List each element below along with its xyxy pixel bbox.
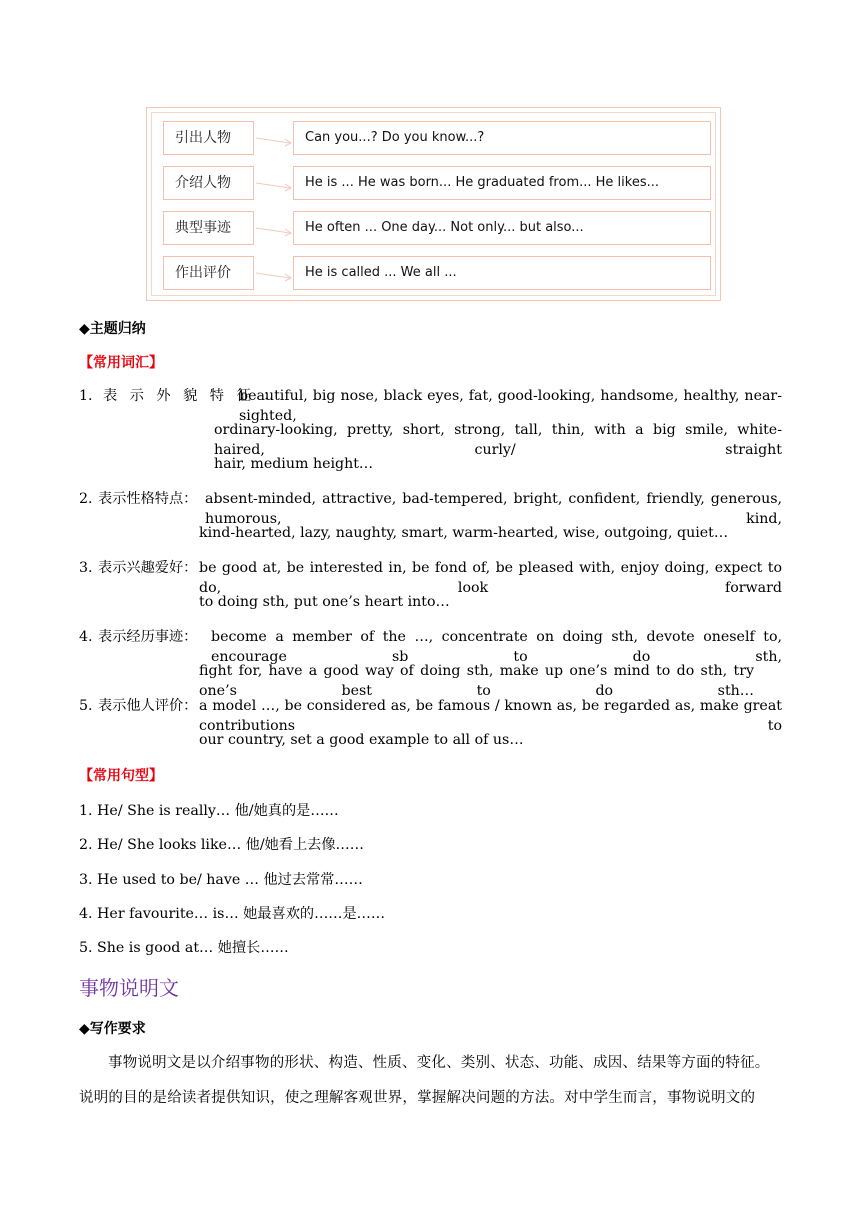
section-title: 事物说明文 <box>79 976 179 1000</box>
diagram-text: He is called ... We all ... <box>293 256 711 290</box>
paragraph-line: 事物说明文是以介绍事物的形状、构造、性质、变化、类别、状态、功能、成因、结果等方面的特征。 <box>108 1055 770 1071</box>
vocab-number: 1. <box>79 388 93 404</box>
arrow-icon <box>254 121 294 155</box>
vocab-line: hair, medium height… <box>214 456 374 472</box>
vocab-line: a model …, be considered as, be famous / known as, be regarded as, make great contributions to <box>199 698 782 734</box>
vocab-label: 表 示 外 貌 特 征 ： <box>103 388 282 404</box>
vocab-label: 表示兴趣爱好： <box>98 560 198 576</box>
paragraph-line: 说明的目的是给读者提供知识，使之理解客观世界，掌握解决问题的方法。对中学生而言，事物说明文的 <box>79 1090 756 1106</box>
vocab-line: fight for, have a good way of doing sth, make up one’s mind to do sth, try one’s best to do sth… <box>199 663 754 699</box>
vocab-number: 5. <box>79 698 93 714</box>
sentence-item: 3. He used to be/ have … 他过去常常…… <box>79 872 363 888</box>
theme-heading: ◆主题归纳 <box>79 321 146 337</box>
diagram-row <box>152 121 715 155</box>
diagram-label: 典型事迹 <box>163 211 254 245</box>
vocab-line: beautiful, big nose, black eyes, fat, good-looking, handsome, healthy, near-sighted, <box>239 388 782 424</box>
sentence-item: 1. He/ She is really… 他/她真的是…… <box>79 803 339 819</box>
vocab-number: 2. <box>79 491 93 507</box>
arrow-icon <box>254 211 294 245</box>
diagram-text: He is ... He was born... He graduated from... He likes... <box>293 166 711 200</box>
diagram-row <box>152 166 715 200</box>
sentence-item: 4. Her favourite… is… 她最喜欢的……是…… <box>79 906 386 922</box>
vocab-label: 表示性格特点： <box>98 491 198 507</box>
requirements-heading: ◆写作要求 <box>79 1021 146 1037</box>
arrow-icon <box>254 166 294 200</box>
vocab-label: 表示经历事迹： <box>98 629 198 645</box>
diagram-row <box>152 256 715 290</box>
vocab-line: ordinary-looking, pretty, short, strong, tall, thin, with a big smile, white-haired, curly/ straight <box>214 422 782 458</box>
sentence-heading: 【常用句型】 <box>79 768 163 784</box>
diagram-label: 作出评价 <box>163 256 254 290</box>
vocab-line: absent-minded, attractive, bad-tempered, bright, confident, friendly, generous, humorous, kind, <box>205 491 782 527</box>
sentence-item: 5. She is good at… 她擅长…… <box>79 940 289 956</box>
vocab-line: become a member of the …, concentrate on doing sth, devote oneself to, encourage sb to do sth, <box>211 629 782 665</box>
arrow-icon <box>254 256 294 290</box>
vocab-line: our country, set a good example to all of us… <box>199 732 524 748</box>
structure-diagram <box>146 107 721 301</box>
vocab-line: to doing sth, put one’s heart into… <box>199 594 450 610</box>
diagram-row <box>152 211 715 245</box>
vocab-label: 表示他人评价： <box>98 698 198 714</box>
sentence-item: 2. He/ She looks like… 他/她看上去像…… <box>79 837 364 853</box>
diagram-label: 介绍人物 <box>163 166 254 200</box>
vocab-line: be good at, be interested in, be fond of, be pleased with, enjoy doing, expect to do, look forward <box>199 560 782 596</box>
diagram-text: Can you...? Do you know...? <box>293 121 711 155</box>
diagram-inner-frame <box>151 112 716 296</box>
vocab-line: kind-hearted, lazy, naughty, smart, warm-hearted, wise, outgoing, quiet… <box>199 525 729 541</box>
diagram-text: He often ... One day... Not only... but also... <box>293 211 711 245</box>
diagram-label: 引出人物 <box>163 121 254 155</box>
vocab-number: 4. <box>79 629 93 645</box>
vocab-heading: 【常用词汇】 <box>79 355 163 371</box>
vocab-number: 3. <box>79 560 93 576</box>
